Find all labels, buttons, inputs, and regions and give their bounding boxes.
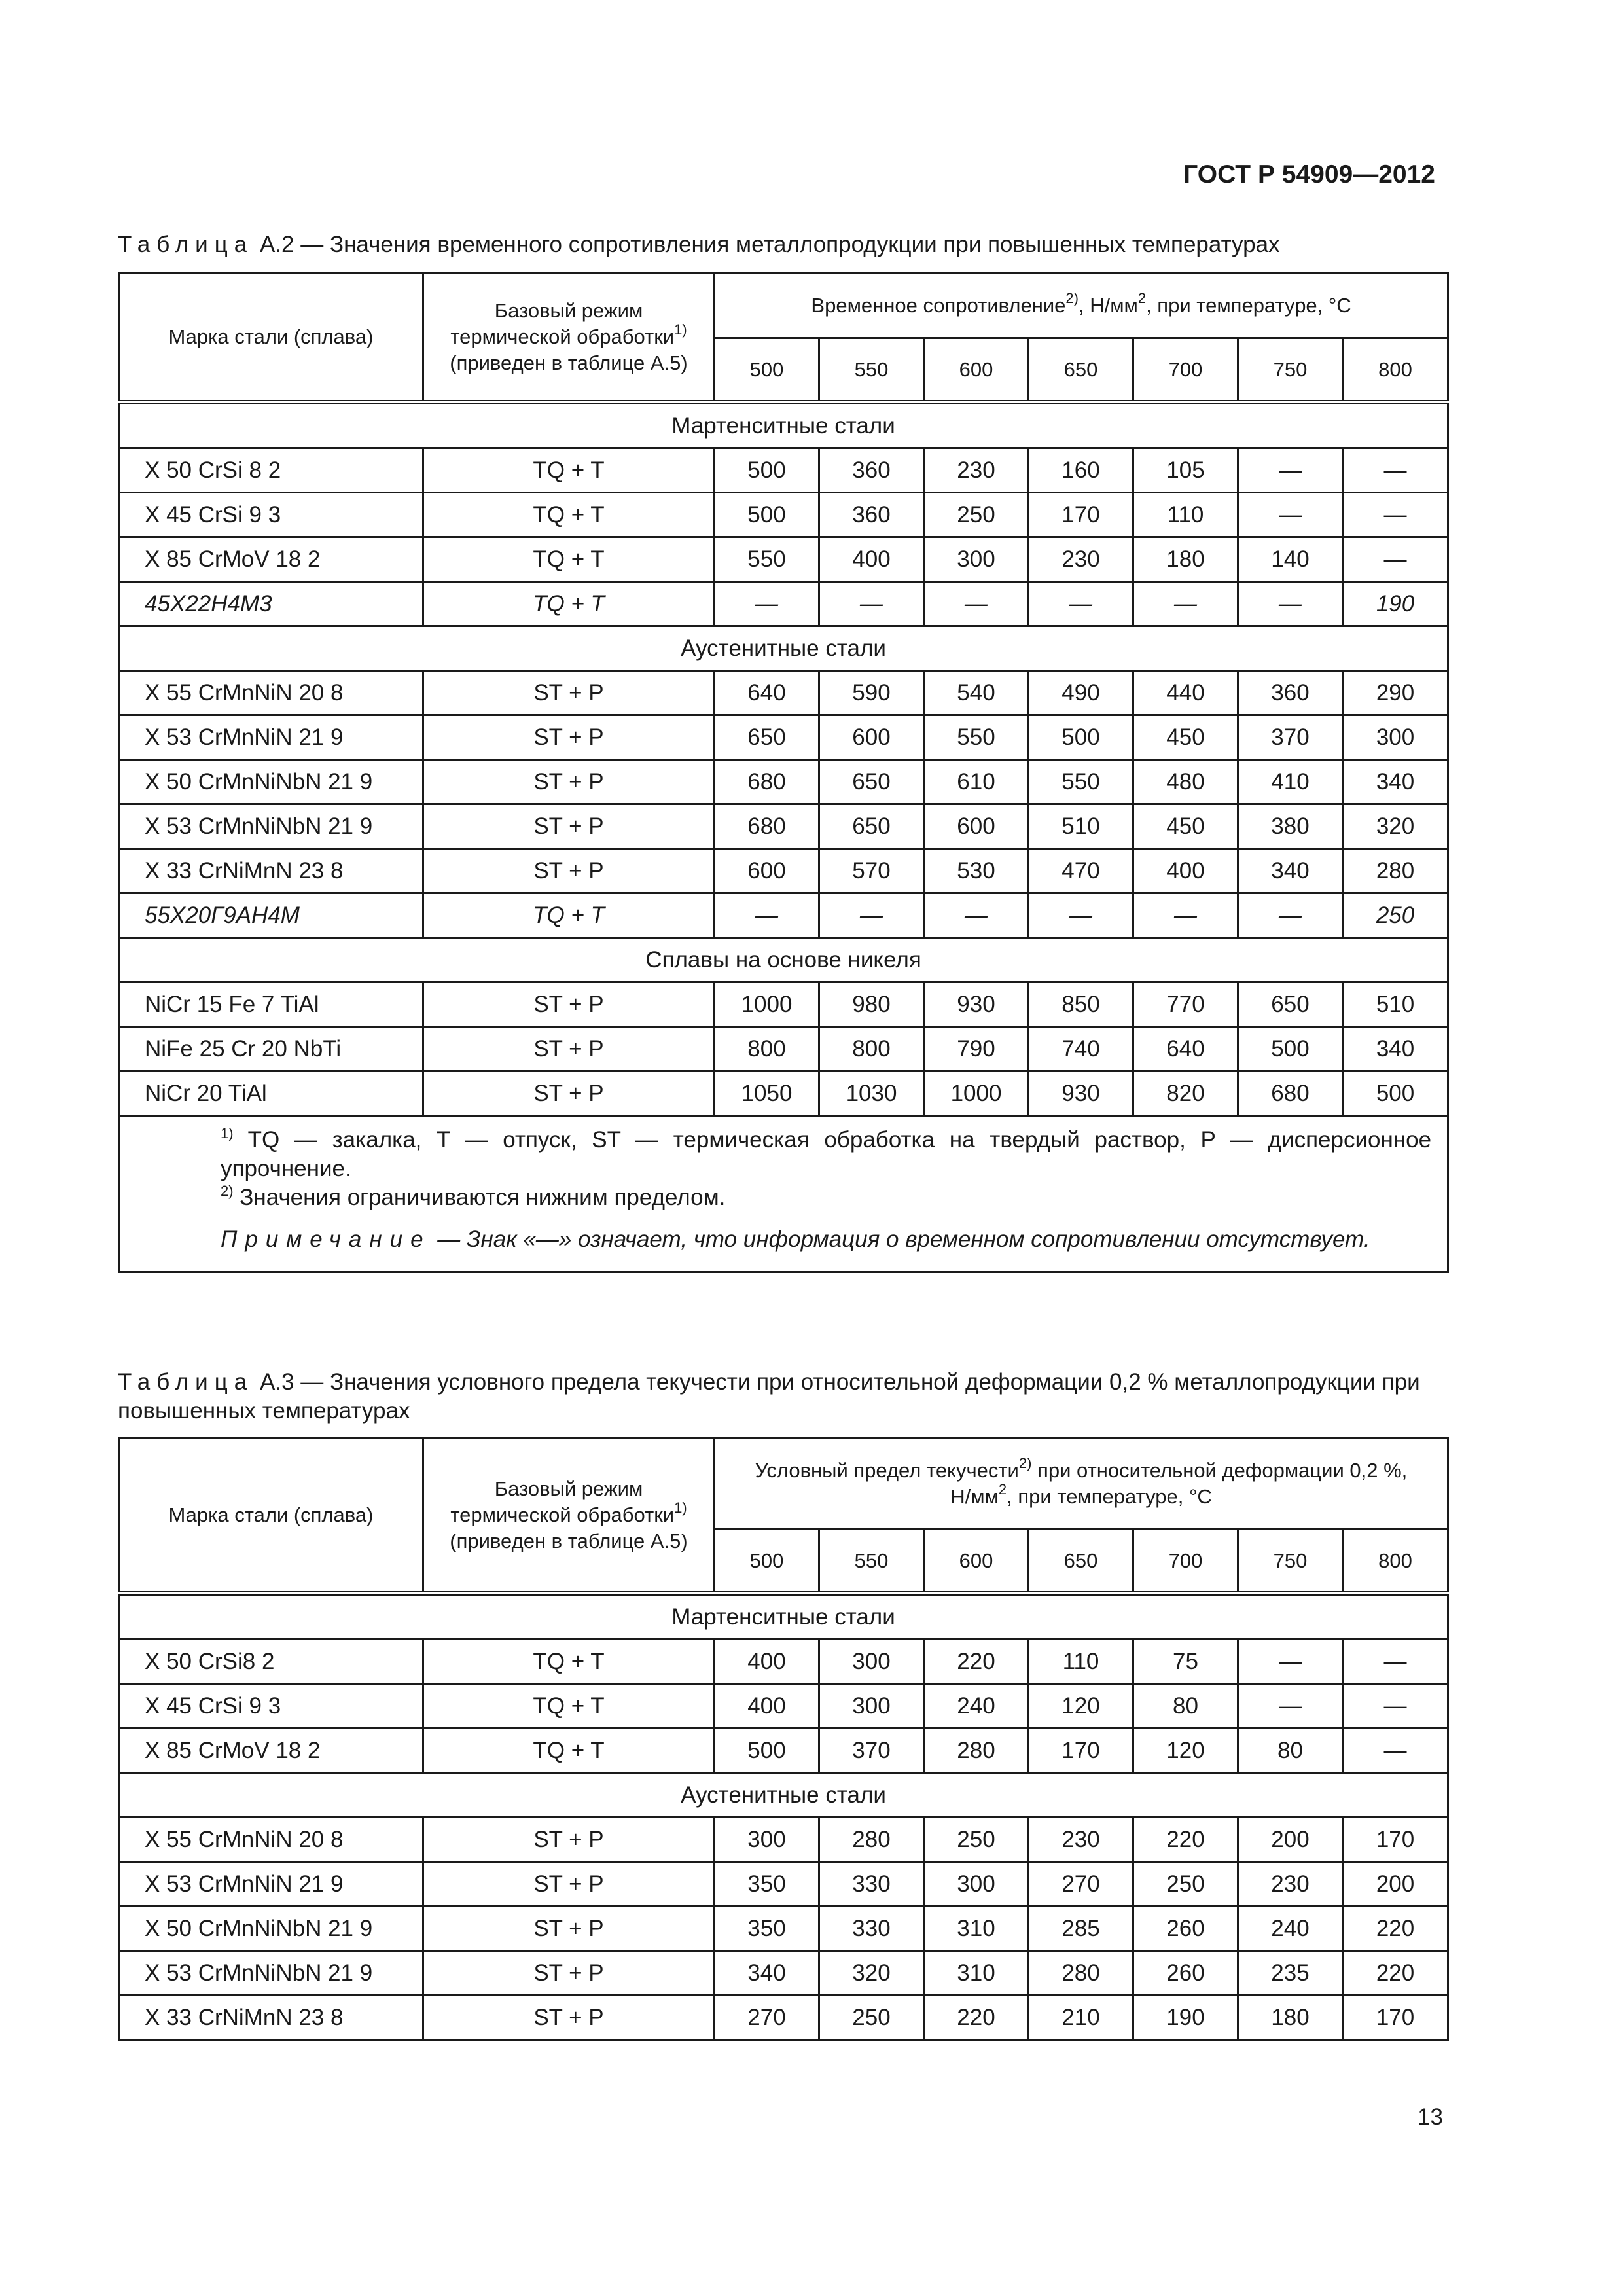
value-header-mid: при относительной деформации 0,2 %, Н/мм (950, 1458, 1408, 1508)
value-cell: — (1029, 582, 1133, 626)
value-cell: — (1238, 1640, 1343, 1684)
value-cell: 300 (924, 537, 1029, 582)
temp-header: 600 (924, 1530, 1029, 1594)
table-row (119, 1907, 1448, 1951)
remark (135, 1225, 1431, 1254)
mode-cell: TQ + T (423, 493, 715, 537)
mode-cell: ST + P (423, 982, 715, 1027)
value-cell: — (1133, 582, 1238, 626)
value-cell: 550 (715, 537, 819, 582)
value-cell: 450 (1133, 715, 1238, 760)
section-row (119, 626, 1448, 671)
mode-cell: ST + P (423, 849, 715, 893)
value-cell: 530 (924, 849, 1029, 893)
section-row (119, 1594, 1448, 1640)
value-cell: 570 (819, 849, 924, 893)
temp-header: 700 (1133, 338, 1238, 403)
mode-cell: ST + P (423, 1818, 715, 1862)
temp-header: 650 (1029, 1530, 1133, 1594)
value-cell: 250 (1343, 893, 1448, 938)
temp-header: 750 (1238, 338, 1343, 403)
value-cell: 770 (1133, 982, 1238, 1027)
grade-column-header: Марка стали (сплава) (119, 1438, 423, 1594)
value-cell: 490 (1029, 671, 1133, 715)
value-cell: — (1238, 582, 1343, 626)
value-cell: 240 (924, 1684, 1029, 1729)
value-header-mid: , Н/мм (1078, 293, 1138, 317)
value-cell: 170 (1029, 493, 1133, 537)
value-cell: 170 (1029, 1729, 1133, 1773)
value-header-pre: Временное сопротивление (811, 293, 1066, 317)
mode-header-line3: (приведен в таблице А.5) (450, 1529, 688, 1552)
value-cell: 110 (1133, 493, 1238, 537)
value-cell: 300 (715, 1818, 819, 1862)
grade-cell: X 53 CrMnNiN 21 9 (119, 1862, 423, 1907)
table-a2-body (119, 403, 1448, 1116)
value-column-header (715, 273, 1448, 338)
value-cell: — (1343, 1729, 1448, 1773)
value-cell: — (1133, 893, 1238, 938)
table-a3-caption (118, 1368, 1446, 1426)
mode-header-line1: Базовый режим (494, 1477, 643, 1500)
mode-cell: ST + P (423, 1862, 715, 1907)
table-a2-notes (119, 1116, 1448, 1272)
grade-cell: X 55 CrMnNiN 20 8 (119, 671, 423, 715)
mode-header-line1: Базовый режим (494, 298, 643, 322)
grade-cell: 55Х20Г9АН4М (119, 893, 423, 938)
value-cell: 190 (1343, 582, 1448, 626)
value-cell: 340 (1238, 849, 1343, 893)
footnote-2-marker: 2) (221, 1183, 234, 1199)
table-row (119, 537, 1448, 582)
value-cell: 220 (924, 1640, 1029, 1684)
value-cell: 120 (1029, 1684, 1133, 1729)
mode-column-header (423, 273, 715, 403)
value-header-pre: Условный предел текучести (755, 1458, 1019, 1482)
table-row (119, 715, 1448, 760)
value-cell: 500 (1029, 715, 1133, 760)
value-cell: 480 (1133, 760, 1238, 804)
value-cell: 235 (1238, 1951, 1343, 1996)
value-cell: 1000 (924, 1071, 1029, 1116)
value-cell: 590 (819, 671, 924, 715)
mode-cell: ST + P (423, 804, 715, 849)
section-title: Аустенитные стали (119, 1773, 1448, 1818)
value-cell: 500 (1238, 1027, 1343, 1071)
table-row (119, 1027, 1448, 1071)
grade-cell: X 33 CrNiMnN 23 8 (119, 849, 423, 893)
value-cell: 400 (819, 537, 924, 582)
mode-cell: TQ + T (423, 1684, 715, 1729)
value-cell: 640 (1133, 1027, 1238, 1071)
value-cell: 800 (715, 1027, 819, 1071)
table-row (119, 493, 1448, 537)
mode-cell: TQ + T (423, 537, 715, 582)
value-cell: 930 (924, 982, 1029, 1027)
value-cell: 610 (924, 760, 1029, 804)
mode-cell: ST + P (423, 671, 715, 715)
value-cell: 360 (819, 448, 924, 493)
grade-cell: X 50 CrSi 8 2 (119, 448, 423, 493)
mode-cell: ST + P (423, 1071, 715, 1116)
value-cell: 410 (1238, 760, 1343, 804)
value-cell: 510 (1343, 982, 1448, 1027)
superscript: 2 (1137, 289, 1147, 306)
value-cell: 285 (1029, 1907, 1133, 1951)
grade-cell: X 85 CrMoV 18 2 (119, 537, 423, 582)
mode-cell: TQ + T (423, 448, 715, 493)
grade-cell: X 53 CrMnNiNbN 21 9 (119, 1951, 423, 1996)
value-cell: 640 (715, 671, 819, 715)
table-row (119, 1818, 1448, 1862)
value-cell: 1050 (715, 1071, 819, 1116)
table-row (119, 849, 1448, 893)
value-cell: — (1238, 493, 1343, 537)
value-cell: 600 (924, 804, 1029, 849)
mode-cell: TQ + T (423, 1640, 715, 1684)
value-cell: 280 (1029, 1951, 1133, 1996)
footnote-1-text: TQ — закалка, T — отпуск, ST — термическая обработка на твердый раствор, P — дисперсионное упрочнение. (221, 1127, 1432, 1181)
value-cell: 220 (1343, 1951, 1448, 1996)
mode-header-line2: термической обработки (450, 325, 675, 348)
mode-header-line2: термической обработки (450, 1503, 675, 1526)
value-cell: 550 (924, 715, 1029, 760)
value-cell: 250 (924, 493, 1029, 537)
value-cell: 820 (1133, 1071, 1238, 1116)
value-cell: 330 (819, 1907, 924, 1951)
table-row (119, 1729, 1448, 1773)
value-cell: 270 (1029, 1862, 1133, 1907)
temp-header: 800 (1343, 338, 1448, 403)
value-cell: 80 (1133, 1684, 1238, 1729)
remark-label: Примечание (221, 1227, 431, 1252)
document-id: ГОСТ Р 54909—2012 (1183, 160, 1435, 188)
value-header-post: , при температуре, °С (1007, 1484, 1212, 1508)
table-row (119, 1996, 1448, 2040)
grade-cell: X 45 CrSi 9 3 (119, 1684, 423, 1729)
grade-cell: X 85 CrMoV 18 2 (119, 1729, 423, 1773)
value-cell: — (1343, 537, 1448, 582)
grade-column-header: Марка стали (сплава) (119, 273, 423, 403)
table-row (119, 1071, 1448, 1116)
grade-cell: X 55 CrMnNiN 20 8 (119, 1818, 423, 1862)
value-cell: 380 (1238, 804, 1343, 849)
value-cell: 75 (1133, 1640, 1238, 1684)
value-cell: 790 (924, 1027, 1029, 1071)
value-column-header (715, 1438, 1448, 1530)
footnote-marker: 2) (1065, 289, 1079, 306)
table-row (119, 760, 1448, 804)
value-cell: 180 (1133, 537, 1238, 582)
value-cell: 260 (1133, 1907, 1238, 1951)
footnote-marker: 1) (674, 321, 687, 338)
value-cell: 300 (819, 1640, 924, 1684)
value-cell: 230 (1029, 1818, 1133, 1862)
section-title: Мартенситные стали (119, 1594, 1448, 1640)
value-cell: — (924, 582, 1029, 626)
mode-cell: TQ + T (423, 582, 715, 626)
value-cell: 800 (819, 1027, 924, 1071)
value-cell: 250 (819, 1996, 924, 2040)
value-cell: 360 (1238, 671, 1343, 715)
value-cell: 680 (715, 804, 819, 849)
value-header-post: , при температуре, °С (1146, 293, 1351, 317)
footnote-marker: 1) (674, 1499, 687, 1516)
table-a3-caption-text: А.3 — Значения условного предела текучести при относительной деформации 0,2 % металлопродукции при повышенных температурах (118, 1369, 1420, 1424)
value-cell: 200 (1343, 1862, 1448, 1907)
value-cell: 80 (1238, 1729, 1343, 1773)
section-title: Аустенитные стали (119, 626, 1448, 671)
mode-cell: ST + P (423, 1027, 715, 1071)
temp-header: 500 (715, 1530, 819, 1594)
value-cell: 440 (1133, 671, 1238, 715)
value-cell: 300 (819, 1684, 924, 1729)
section-title: Мартенситные стали (119, 403, 1448, 448)
value-cell: 160 (1029, 448, 1133, 493)
value-cell: 320 (819, 1951, 924, 1996)
value-cell: — (1343, 1640, 1448, 1684)
value-cell: 650 (819, 760, 924, 804)
value-cell: 260 (1133, 1951, 1238, 1996)
mode-cell: TQ + T (423, 893, 715, 938)
value-cell: — (1343, 493, 1448, 537)
temp-header: 700 (1133, 1530, 1238, 1594)
mode-cell: ST + P (423, 760, 715, 804)
value-cell: 105 (1133, 448, 1238, 493)
value-cell: 350 (715, 1862, 819, 1907)
value-cell: 310 (924, 1907, 1029, 1951)
value-cell: 1000 (715, 982, 819, 1027)
value-cell: 180 (1238, 1996, 1343, 2040)
value-cell: 110 (1029, 1640, 1133, 1684)
mode-cell: ST + P (423, 1951, 715, 1996)
value-cell: 170 (1343, 1996, 1448, 2040)
value-cell: 270 (715, 1996, 819, 2040)
value-cell: 600 (819, 715, 924, 760)
value-cell: — (1029, 893, 1133, 938)
value-cell: 370 (819, 1729, 924, 1773)
value-cell: — (715, 582, 819, 626)
value-cell: 230 (1238, 1862, 1343, 1907)
value-cell: 220 (1133, 1818, 1238, 1862)
table-row (119, 1640, 1448, 1684)
value-cell: 250 (924, 1818, 1029, 1862)
value-cell: — (819, 893, 924, 938)
value-cell: 240 (1238, 1907, 1343, 1951)
value-cell: 230 (924, 448, 1029, 493)
value-cell: 400 (715, 1640, 819, 1684)
value-cell: 280 (1343, 849, 1448, 893)
footnote-marker: 2) (1018, 1454, 1032, 1471)
table-row (119, 1862, 1448, 1907)
value-cell: — (819, 582, 924, 626)
grade-cell: NiFe 25 Cr 20 NbTi (119, 1027, 423, 1071)
value-cell: 220 (924, 1996, 1029, 2040)
value-cell: 340 (1343, 1027, 1448, 1071)
value-cell: 330 (819, 1862, 924, 1907)
value-cell: 850 (1029, 982, 1133, 1027)
value-cell: 370 (1238, 715, 1343, 760)
value-cell: 170 (1343, 1818, 1448, 1862)
value-cell: 200 (1238, 1818, 1343, 1862)
value-cell: — (1343, 448, 1448, 493)
section-row (119, 403, 1448, 448)
table-row (119, 1684, 1448, 1729)
value-cell: 650 (819, 804, 924, 849)
value-cell: 500 (1343, 1071, 1448, 1116)
value-cell: 290 (1343, 671, 1448, 715)
grade-cell: X 50 CrMnNiNbN 21 9 (119, 760, 423, 804)
value-cell: 280 (819, 1818, 924, 1862)
value-cell: 500 (715, 448, 819, 493)
value-cell: 190 (1133, 1996, 1238, 2040)
value-cell: 650 (1238, 982, 1343, 1027)
value-cell: 740 (1029, 1027, 1133, 1071)
mode-cell: TQ + T (423, 1729, 715, 1773)
grade-cell: X 50 CrSi8 2 (119, 1640, 423, 1684)
mode-cell: ST + P (423, 715, 715, 760)
notes-cell (119, 1116, 1448, 1272)
temp-header: 650 (1029, 338, 1133, 403)
value-cell: 470 (1029, 849, 1133, 893)
value-cell: — (924, 893, 1029, 938)
grade-cell: NiCr 20 TiAl (119, 1071, 423, 1116)
value-cell: 680 (715, 760, 819, 804)
temp-header: 550 (819, 338, 924, 403)
temp-header: 800 (1343, 1530, 1448, 1594)
value-cell: 210 (1029, 1996, 1133, 2040)
table-row (119, 1951, 1448, 1996)
grade-cell: X 53 CrMnNiN 21 9 (119, 715, 423, 760)
section-row (119, 938, 1448, 982)
temp-header: 550 (819, 1530, 924, 1594)
section-title: Сплавы на основе никеля (119, 938, 1448, 982)
value-cell: 510 (1029, 804, 1133, 849)
value-cell: 140 (1238, 537, 1343, 582)
table-row (119, 582, 1448, 626)
table-row (119, 982, 1448, 1027)
table-row (119, 448, 1448, 493)
footnote-1 (135, 1126, 1431, 1183)
table-a3-body (119, 1594, 1448, 2040)
table-a3 (118, 1437, 1449, 2041)
value-cell: 220 (1343, 1907, 1448, 1951)
section-row (119, 1773, 1448, 1818)
value-cell: 1030 (819, 1071, 924, 1116)
value-cell: — (715, 893, 819, 938)
value-cell: 600 (715, 849, 819, 893)
mode-cell: ST + P (423, 1907, 715, 1951)
value-cell: 400 (715, 1684, 819, 1729)
table-a2-caption-prefix: Таблица (118, 232, 254, 257)
value-cell: 680 (1238, 1071, 1343, 1116)
grade-cell: 45Х22Н4М3 (119, 582, 423, 626)
grade-cell: X 33 CrNiMnN 23 8 (119, 1996, 423, 2040)
value-cell: 300 (1343, 715, 1448, 760)
temp-header: 500 (715, 338, 819, 403)
page-number: 13 (1418, 2104, 1443, 2130)
value-cell: 320 (1343, 804, 1448, 849)
table-row (119, 804, 1448, 849)
grade-cell: NiCr 15 Fe 7 TiAl (119, 982, 423, 1027)
grade-cell: X 50 CrMnNiNbN 21 9 (119, 1907, 423, 1951)
value-cell: 540 (924, 671, 1029, 715)
value-cell: — (1343, 1684, 1448, 1729)
value-cell: 310 (924, 1951, 1029, 1996)
value-cell: 340 (1343, 760, 1448, 804)
mode-column-header (423, 1438, 715, 1594)
value-cell: 300 (924, 1862, 1029, 1907)
value-cell: — (1238, 893, 1343, 938)
value-cell: 120 (1133, 1729, 1238, 1773)
value-cell: 230 (1029, 537, 1133, 582)
mode-header-line3: (приведен в таблице А.5) (450, 351, 688, 374)
footnote-2 (135, 1183, 1431, 1212)
grade-cell: X 53 CrMnNiNbN 21 9 (119, 804, 423, 849)
table-row (119, 893, 1448, 938)
remark-text: — Знак «—» означает, что информация о временном сопротивлении отсутствует. (431, 1227, 1370, 1252)
temp-header: 600 (924, 338, 1029, 403)
value-cell: 500 (715, 1729, 819, 1773)
table-a3-caption-prefix: Таблица (118, 1369, 254, 1395)
value-cell: 400 (1133, 849, 1238, 893)
temp-header: 750 (1238, 1530, 1343, 1594)
value-cell: 450 (1133, 804, 1238, 849)
mode-cell: ST + P (423, 1996, 715, 2040)
table-a2 (118, 272, 1449, 1273)
footnote-1-marker: 1) (221, 1125, 234, 1141)
value-cell: 360 (819, 493, 924, 537)
footnote-2-text: Значения ограничиваются нижним пределом. (233, 1185, 726, 1210)
superscript: 2 (998, 1480, 1007, 1498)
value-cell: 650 (715, 715, 819, 760)
grade-cell: X 45 CrSi 9 3 (119, 493, 423, 537)
table-a2-caption (118, 230, 1446, 259)
value-cell: 280 (924, 1729, 1029, 1773)
value-cell: 500 (715, 493, 819, 537)
table-row (119, 671, 1448, 715)
value-cell: 350 (715, 1907, 819, 1951)
value-cell: 340 (715, 1951, 819, 1996)
value-cell: — (1238, 448, 1343, 493)
value-cell: — (1238, 1684, 1343, 1729)
value-cell: 250 (1133, 1862, 1238, 1907)
value-cell: 930 (1029, 1071, 1133, 1116)
value-cell: 550 (1029, 760, 1133, 804)
table-a2-caption-text: А.2 — Значения временного сопротивления металлопродукции при повышенных температурах (253, 232, 1280, 257)
value-cell: 980 (819, 982, 924, 1027)
